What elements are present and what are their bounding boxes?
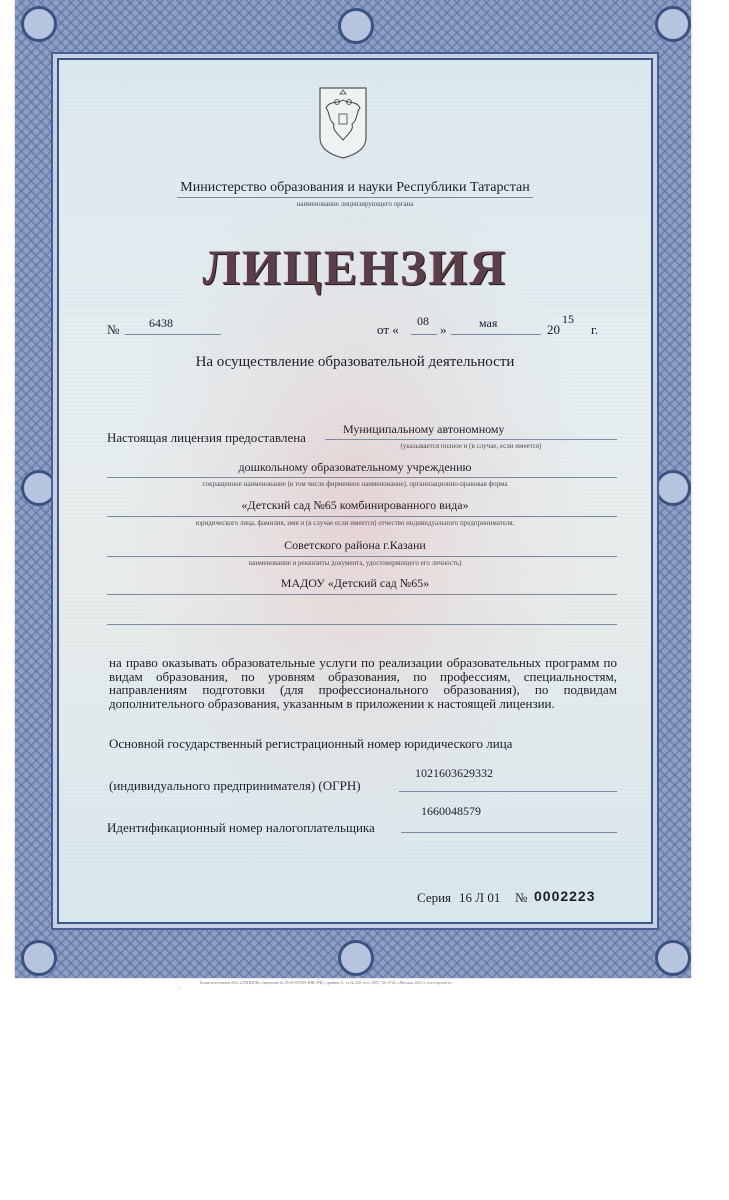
ogrn-label-1: Основной государственный регистрационный номер юридического лица	[109, 736, 513, 751]
series-value: 16 Л 01	[459, 890, 501, 905]
granted-line-3: «Детский сад №65 комбинированного вида»	[241, 498, 469, 512]
series-number-label: №	[515, 890, 528, 905]
ogrn-underline	[399, 791, 617, 792]
granted-caption-4: наименование и реквизиты документа, удостоверяющего его личность)	[248, 559, 462, 567]
granted-caption-1: (указывается полное и (в случае, если имеется)	[400, 442, 542, 450]
ministry-name: Министерство образования и науки Республики Татарстан	[180, 180, 530, 195]
ministry-underline	[177, 197, 533, 198]
inn-label: Идентификационный номер налогоплательщика	[107, 820, 375, 835]
blank-underline	[107, 624, 617, 625]
granted-underline-4	[107, 556, 617, 557]
date-year-prefix: 20	[547, 322, 560, 337]
granted-caption-3: юридического лица, фамилия, имя и (в случае если имеется) отчество индивидуального предпринимателя,	[195, 519, 515, 527]
ministry-caption: наименование лицензирующего органа	[296, 200, 414, 208]
month-underline	[451, 334, 541, 335]
date-month: мая	[479, 316, 498, 330]
number-label: №	[107, 322, 120, 337]
inn-underline	[401, 832, 617, 833]
granted-line-5: МАДОУ «Детский сад №65»	[280, 576, 430, 590]
bottom-ornament-icon	[338, 940, 374, 976]
license-number: 6438	[149, 316, 173, 330]
edge-mark-icon: ˌ	[178, 980, 181, 989]
granted-line-2: дошкольному образовательному учреждению	[238, 460, 472, 474]
license-subject: На осуществление образовательной деятельности	[195, 354, 515, 370]
corner-ornament-icon	[21, 6, 57, 42]
granted-underline-1	[325, 439, 617, 440]
license-body	[57, 58, 653, 924]
date-year-suffix: 15	[562, 312, 574, 326]
print-note: Бланк изготовлен ЗАО «ОПЦИОН» (лицензия № 05-05-09/003 ФНС РФ), уровень А, т.з.№ 320, тел. (495) 726-4742, г.Москва, 2014 г. www.opcion.ru	[200, 980, 452, 985]
side-ornament-icon	[655, 470, 691, 506]
granted-underline-3	[107, 516, 617, 517]
date-from-label: от «	[377, 322, 399, 337]
granted-line-1: Муниципальному автономному	[343, 422, 505, 436]
date-day: 08	[417, 314, 429, 328]
date-year-label: г.	[591, 322, 599, 337]
day-underline	[411, 334, 437, 335]
rights-paragraph: на право оказывать образовательные услуги по реализации образовательных программ по видам образования, по уровням образования, по профессиям, специальностям, направлениям подготовки (для профессионального образования), по подвидам дополнительного образования, указанным в приложении к настоящей лицензии.	[109, 655, 617, 711]
ogrn-value: 1021603629332	[415, 766, 493, 780]
series-label: Серия	[417, 890, 452, 905]
granted-caption-2: сокращенное наименование (в том числе фирменное наименование), организационно-правовая форма	[202, 480, 508, 488]
series-number: 0002223	[534, 888, 596, 904]
document-title: ЛИЦЕНЗИЯ	[202, 239, 508, 295]
granted-label: Настоящая лицензия предоставлена	[107, 430, 306, 445]
corner-ornament-icon	[655, 940, 691, 976]
granted-underline-5	[107, 594, 617, 595]
license-sheet	[15, 0, 691, 978]
granted-line-4: Советского района г.Казани	[284, 538, 426, 552]
number-underline	[125, 334, 221, 335]
side-ornament-icon	[21, 470, 57, 506]
corner-ornament-icon	[655, 6, 691, 42]
ogrn-label-2: (индивидуального предпринимателя) (ОГРН)	[109, 778, 361, 793]
coat-of-arms-icon	[318, 86, 368, 160]
inn-value: 1660048579	[421, 804, 481, 818]
top-ornament-icon	[338, 8, 374, 44]
date-day-close: »	[440, 322, 447, 337]
corner-ornament-icon	[21, 940, 57, 976]
granted-underline-2	[107, 477, 617, 478]
